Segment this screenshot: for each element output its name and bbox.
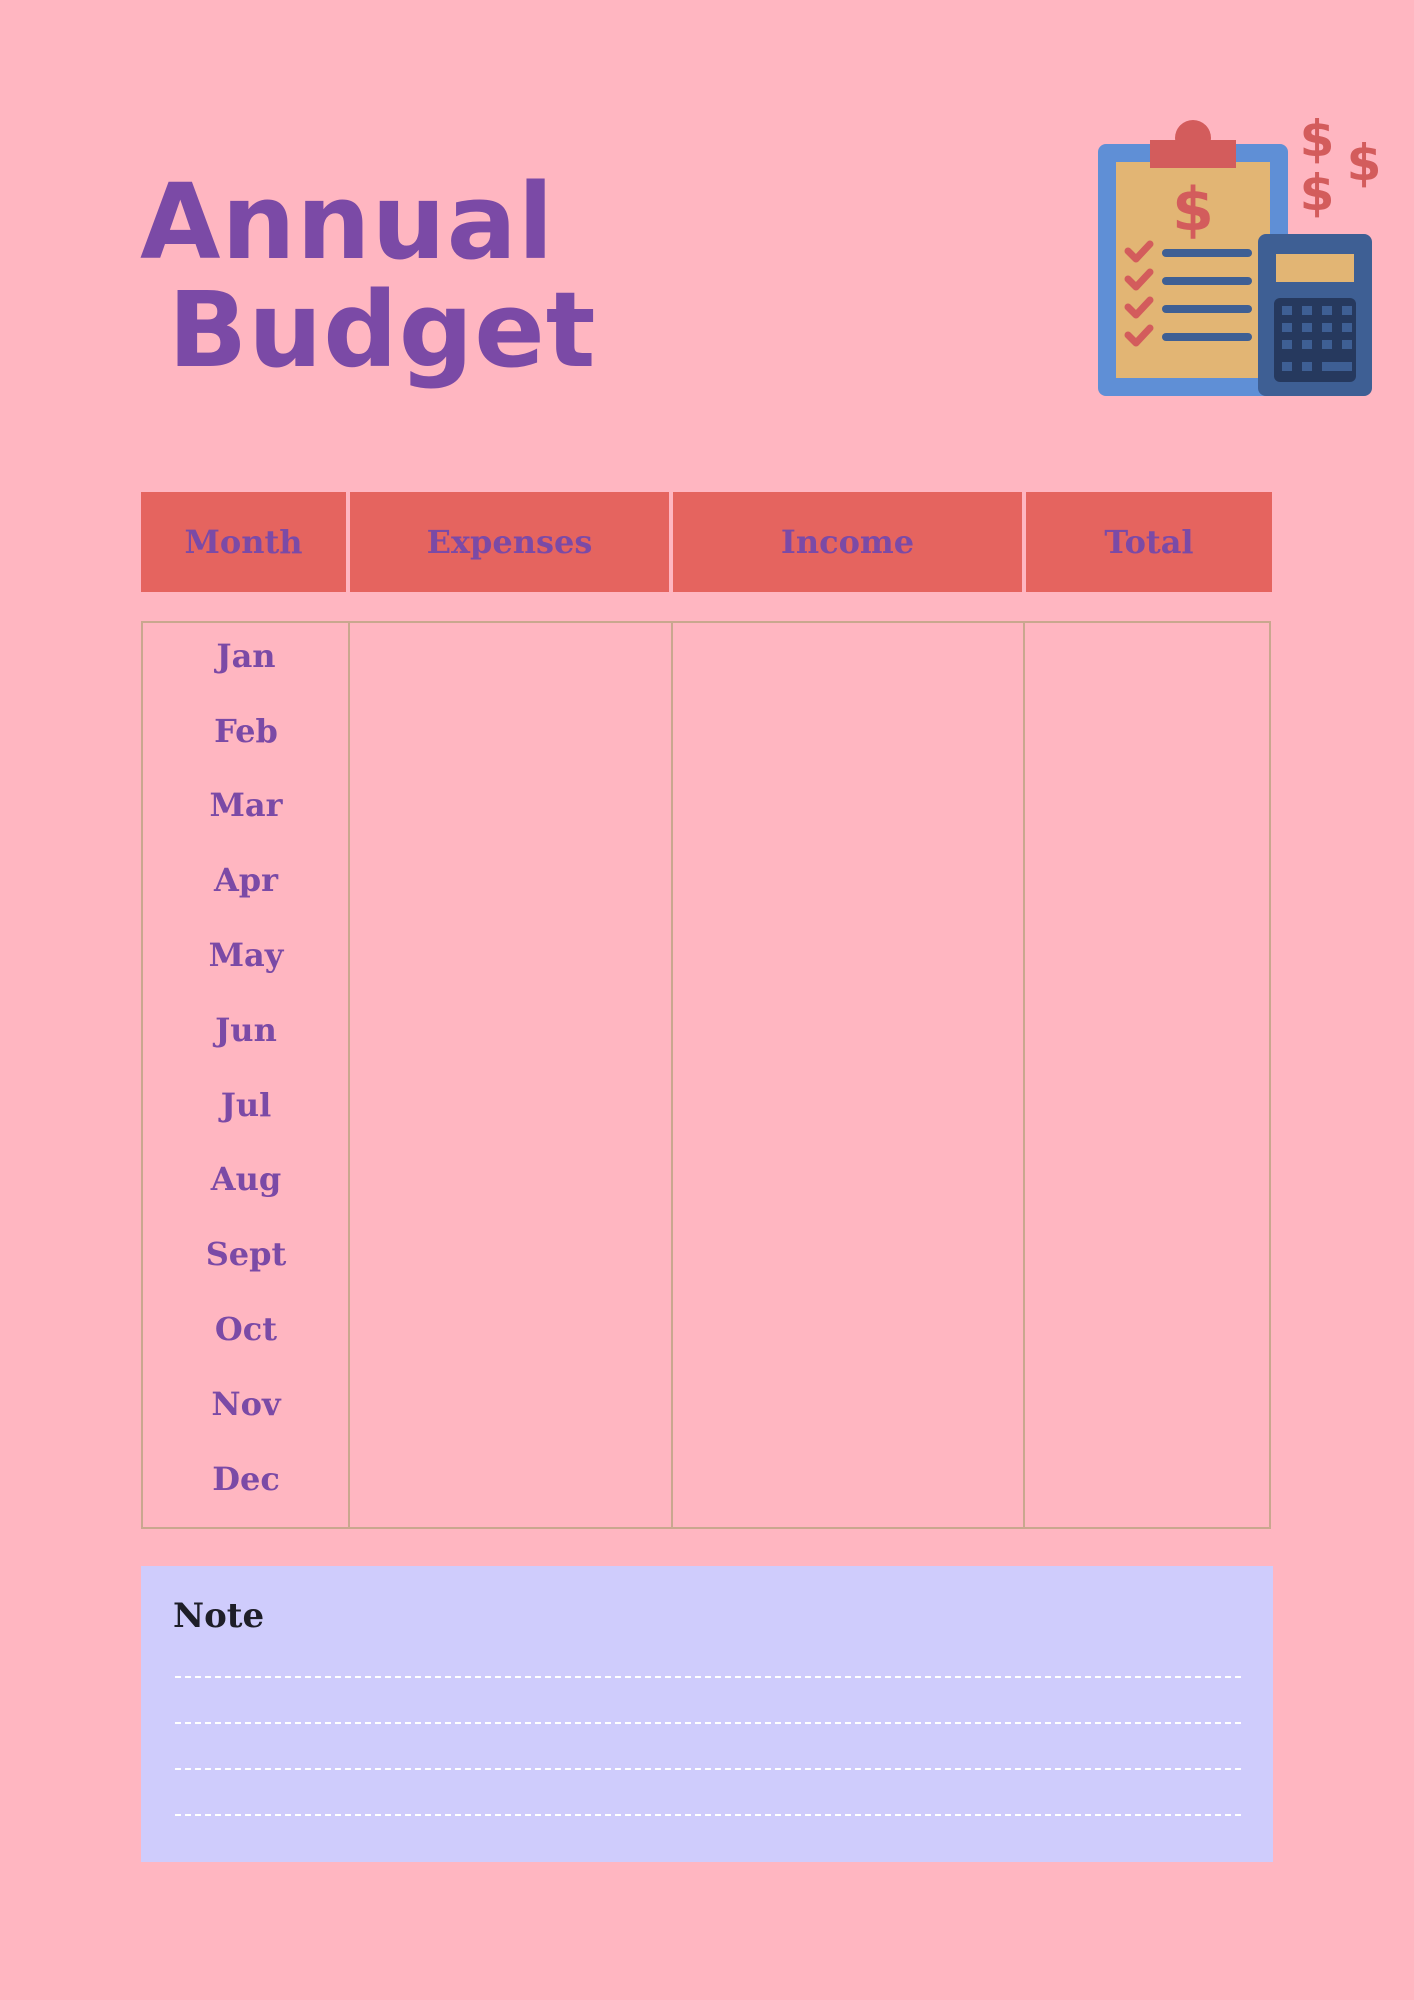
month-label: Sept — [205, 1235, 287, 1273]
month-label: Mar — [209, 786, 283, 824]
calculator-icon — [1258, 234, 1372, 396]
budget-illustration — [1092, 110, 1382, 410]
dollar-icon — [1172, 175, 1214, 245]
column-divider — [1023, 623, 1025, 1527]
column-divider — [671, 623, 673, 1527]
svg-text:$: $ — [1299, 164, 1335, 222]
header-income: Income — [673, 492, 1022, 592]
svg-text:$: $ — [1346, 134, 1382, 192]
note-line — [175, 1722, 1241, 1724]
note-line — [175, 1814, 1241, 1816]
note-box — [141, 1566, 1273, 1862]
month-label: Dec — [212, 1460, 280, 1498]
month-label: Feb — [214, 712, 278, 750]
svg-text:$: $ — [1172, 175, 1214, 245]
dollar-icon — [1300, 110, 1382, 222]
month-label: Oct — [214, 1310, 278, 1348]
month-label: Jan — [216, 637, 276, 675]
header-month: Month — [141, 492, 346, 592]
budget-grid — [141, 621, 1271, 1529]
month-label: Aug — [210, 1160, 282, 1198]
month-label: Jul — [220, 1086, 272, 1124]
page-title-line-2: Budget — [168, 269, 597, 391]
note-line — [175, 1768, 1241, 1770]
header-expenses: Expenses — [350, 492, 669, 592]
month-label: Jun — [215, 1011, 277, 1049]
month-label: Nov — [211, 1385, 281, 1423]
month-label: Apr — [213, 861, 279, 899]
month-label: May — [208, 936, 284, 974]
note-line — [175, 1676, 1241, 1678]
page-title-line-1: Annual — [140, 161, 555, 283]
svg-text:$: $ — [1299, 110, 1335, 168]
header-total: Total — [1026, 492, 1272, 592]
note-title: Note — [173, 1596, 265, 1636]
